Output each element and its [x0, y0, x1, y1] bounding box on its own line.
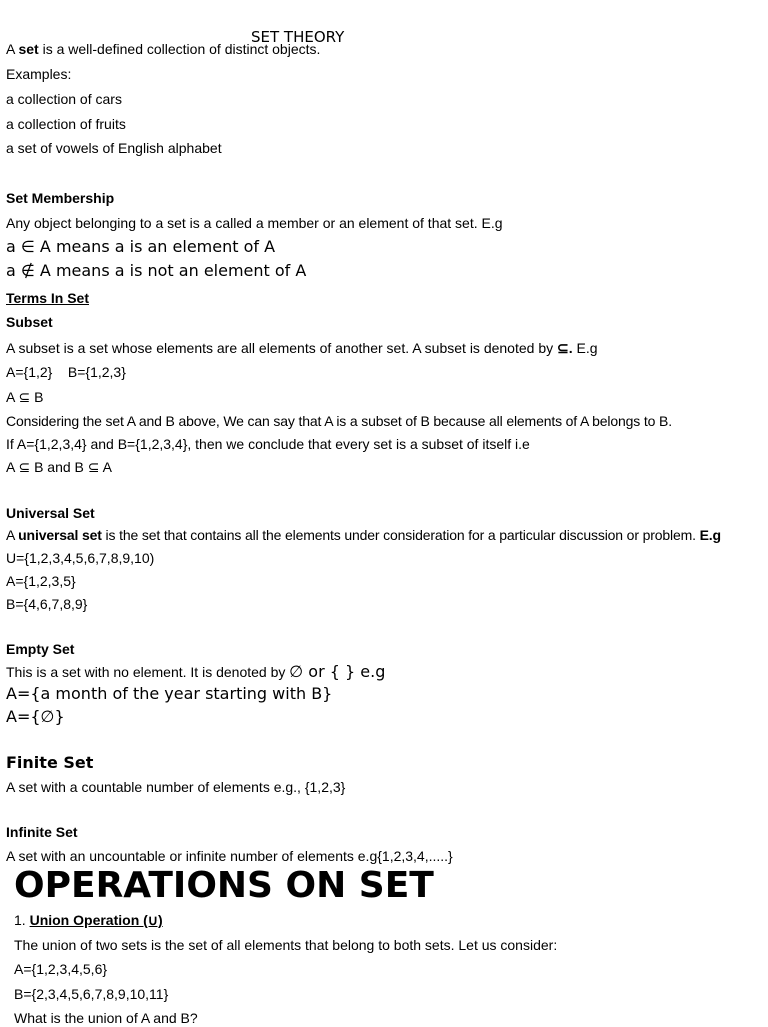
page-title: SET THEORY	[251, 28, 345, 46]
membership-in: a ∈ A means a is an element of A	[6, 237, 276, 256]
example-item: a collection of cars	[6, 91, 122, 107]
membership-notin: a ∉ A means a is not an element of A	[6, 261, 307, 280]
universal-text	[6, 526, 721, 544]
subset-text-a: A subset is a set whose elements are all elements of another set. A subset is denoted by	[6, 340, 557, 356]
union-heading	[14, 911, 163, 929]
union-text: The union of two sets is the set of all elements that belong to both sets. Let us consider:	[14, 937, 558, 953]
operations-heading: OPERATIONS ON SET	[14, 865, 434, 906]
subset-text	[6, 339, 598, 357]
empty-text	[6, 663, 385, 681]
union-a: A={1,2,3,4,5,6}	[14, 961, 108, 977]
subset-text-b: E.g	[572, 340, 598, 356]
universal-heading: Universal Set	[6, 505, 95, 521]
membership-text: Any object belonging to a set is a called a member or an element of that set. E.g	[6, 215, 503, 231]
subset-heading: Subset	[6, 314, 53, 330]
set-definition-rest: is a well-defined collection of distinct objects.	[38, 41, 321, 57]
union-b: B={2,3,4,5,6,7,8,9,10,11}	[14, 986, 169, 1002]
infinite-heading: Infinite Set	[6, 824, 78, 840]
subset-example-2: A ⊆ B	[6, 389, 44, 405]
universal-rest: is the set that contains all the elements under consideration for a particular discussion or problem.	[101, 527, 700, 543]
empty-heading: Empty Set	[6, 641, 75, 657]
empty-symbols: ∅ or { } e.g	[289, 662, 386, 681]
empty-example-1: A={a month of the year starting with B}	[6, 684, 333, 703]
finite-heading: Finite Set	[6, 753, 94, 772]
universal-u: U={1,2,3,4,5,6,7,8,9,10)	[6, 550, 155, 566]
terms-heading: Terms In Set	[6, 290, 89, 306]
subset-explain: Considering the set A and B above, We can say that A is a subset of B because all elements of A belongs to B.	[6, 413, 672, 429]
examples-label: Examples:	[6, 66, 72, 82]
subset-self-example: A ⊆ B and B ⊆ A	[6, 459, 112, 475]
universal-term: universal set	[18, 527, 102, 543]
empty-text-main: This is a set with no element. It is denoted by	[6, 664, 290, 680]
subset-symbol: ⊆.	[557, 340, 573, 356]
empty-example-2: A={∅}	[6, 707, 65, 726]
subset-self: If A={1,2,3,4} and B={1,2,3,4}, then we conclude that every set is a subset of itself i.e	[6, 436, 530, 452]
union-question: What is the union of A and B?	[14, 1010, 198, 1026]
universal-prefix: A	[6, 527, 19, 543]
example-item: a collection of fruits	[6, 116, 126, 132]
infinite-text: A set with an uncountable or infinite number of elements e.g{1,2,3,4,.....}	[6, 848, 453, 864]
union-number: 1.	[14, 912, 30, 928]
set-definition-prefix: A	[6, 41, 19, 57]
set-definition	[6, 40, 320, 58]
finite-text: A set with a countable number of elements e.g., {1,2,3}	[6, 779, 346, 795]
set-definition-term: set	[18, 41, 39, 57]
universal-eg: E.g	[699, 527, 721, 543]
union-title: Union Operation (∪)	[29, 912, 163, 928]
universal-b: B={4,6,7,8,9}	[6, 596, 88, 612]
example-item: a set of vowels of English alphabet	[6, 140, 222, 156]
universal-a: A={1,2,3,5}	[6, 573, 76, 589]
membership-heading: Set Membership	[6, 190, 115, 206]
subset-example-1: A={1,2} B={1,2,3}	[6, 364, 126, 380]
